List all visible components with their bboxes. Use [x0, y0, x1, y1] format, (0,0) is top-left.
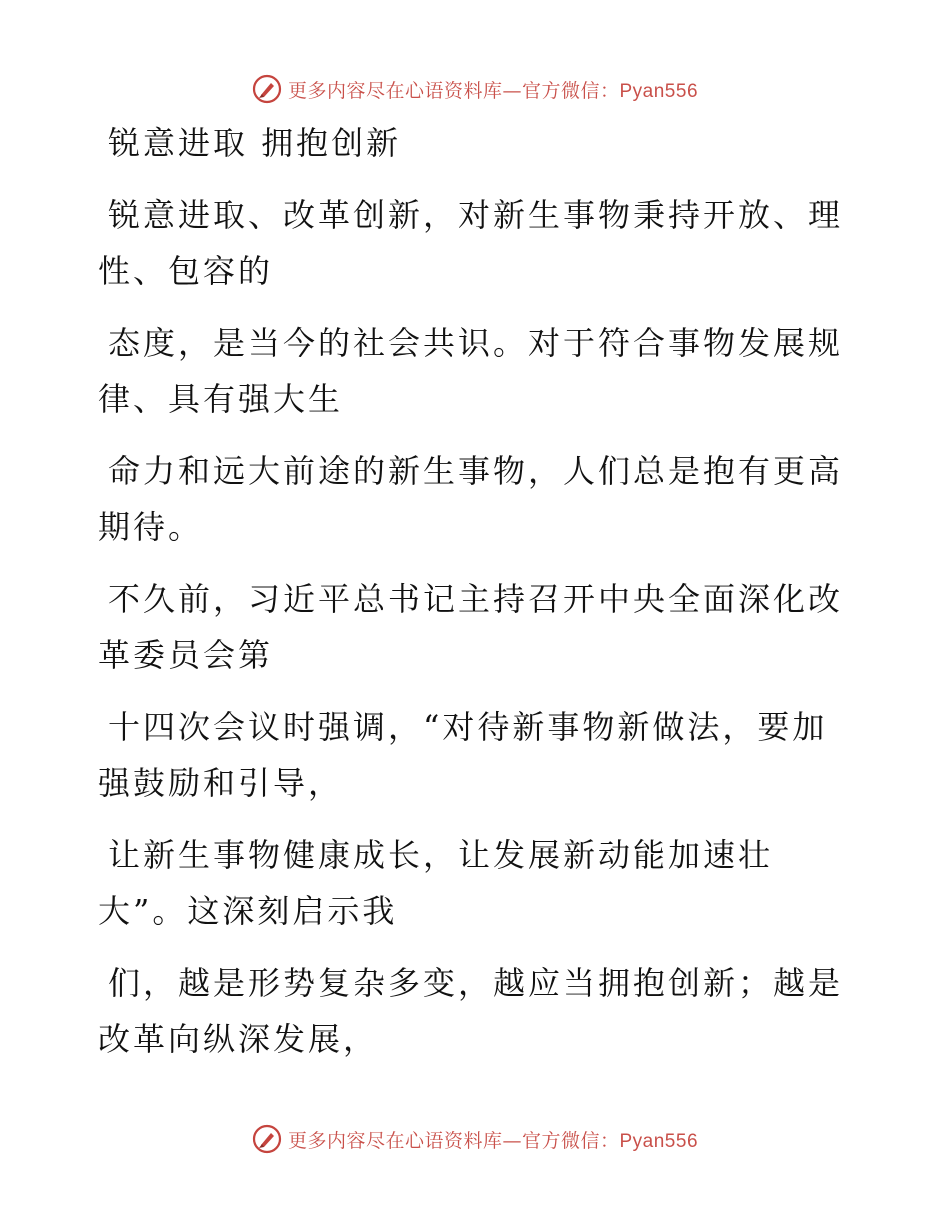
footer-watermark — [0, 1124, 950, 1154]
paragraph-line: 命力和远大前途的新生事物，人们总是抱有更高 — [108, 452, 844, 490]
paragraph-line: 们，越是形势复杂多变，越应当拥抱创新；越是 — [108, 964, 844, 1002]
paragraph-line: 态度，是当今的社会共识。对于符合事物发展规 — [108, 324, 844, 362]
paragraph — [98, 836, 838, 930]
paragraph-line: 期待。 — [98, 508, 204, 546]
paragraph-line: 律、具有强大生 — [98, 380, 344, 418]
paragraph — [98, 324, 844, 418]
paragraph — [98, 964, 844, 1058]
watermark-id: Pyan556 — [619, 80, 699, 102]
document-body — [98, 124, 844, 1092]
watermark-id: Pyan556 — [619, 1130, 699, 1152]
paragraph — [98, 196, 844, 290]
watermark-text: 更多内容尽在心语资料库—官方微信： — [287, 1129, 620, 1152]
header-watermark — [0, 74, 950, 104]
paragraph-line: 强鼓励和引导， — [98, 764, 344, 802]
paragraph-line: 让新生事物健康成长，让发展新动能加速壮 — [108, 836, 774, 874]
paragraph-line: 革委员会第 — [98, 636, 274, 674]
paragraph-line: 锐意进取、改革创新，对新生事物秉持开放、理 — [108, 196, 844, 234]
document-title: 锐意进取 拥抱创新 — [108, 124, 402, 162]
pen-logo-icon — [252, 74, 282, 104]
paragraph — [98, 580, 844, 674]
pen-logo-icon — [252, 1124, 282, 1154]
paragraph-line: 改革向纵深发展， — [98, 1020, 379, 1058]
paragraph — [98, 452, 844, 546]
paragraph-line: 大”。这深刻启示我 — [98, 892, 398, 930]
paragraph — [98, 708, 838, 802]
paragraph-line: 十四次会议时强调，“对待新事物新做法，要加 — [108, 708, 828, 746]
paragraph-line: 性、包容的 — [98, 252, 274, 290]
paragraph-line: 不久前，习近平总书记主持召开中央全面深化改 — [108, 580, 844, 618]
watermark-text: 更多内容尽在心语资料库—官方微信： — [287, 79, 620, 102]
